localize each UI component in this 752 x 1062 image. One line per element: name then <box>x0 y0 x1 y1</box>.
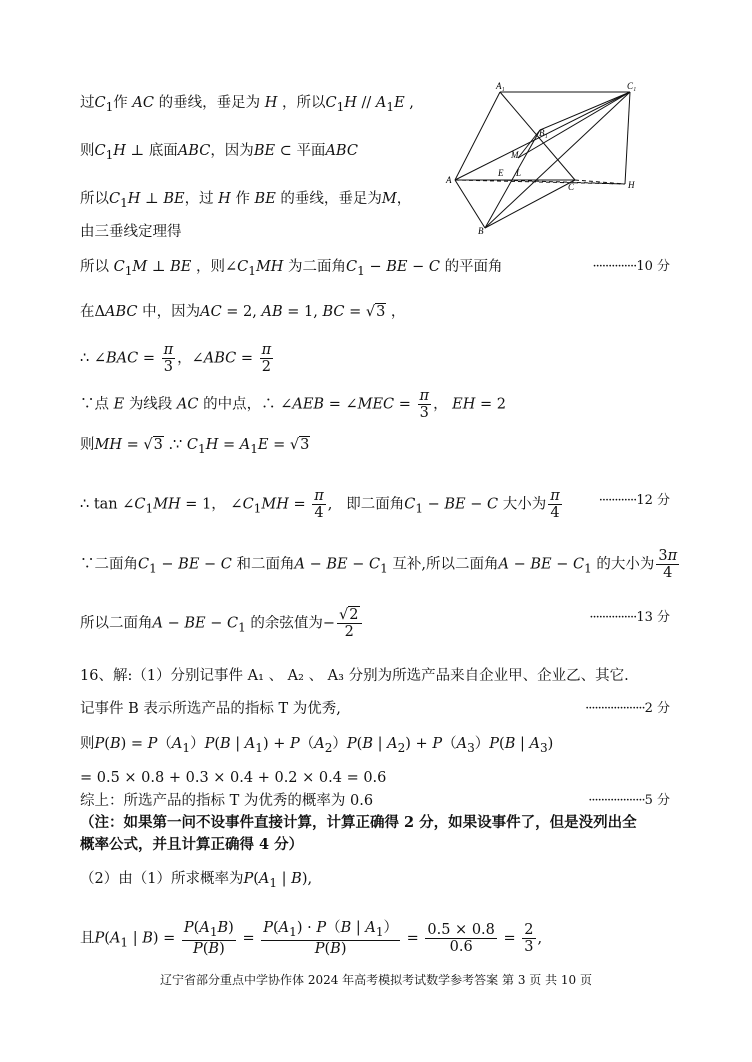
label-C1: C₁ <box>627 81 637 91</box>
note-line-2: 概率公式，并且计算正确得 4 分） <box>80 836 304 853</box>
label-A1: A₁ <box>496 81 505 91</box>
line-12: 所以二面角A − BE − $C_1$ 的余弦值为− $\frac{√2}{2}$ <box>80 607 364 640</box>
line-7: ∴ ∠BAC = $\frac{\pi}{3}$ ，∠ABC = $\frac{\pi}{2}$ <box>80 342 272 375</box>
line-16: = 0.5 × 0.8 + 0.3 × 0.4 + 0.2 × 0.4 = 0.6 <box>80 770 387 786</box>
score-2: ···················2 分 <box>585 701 670 716</box>
label-C: C <box>568 182 575 192</box>
label-H: H <box>628 180 635 190</box>
score-12: ············12 分 <box>598 493 670 508</box>
label-B: B <box>478 226 484 235</box>
line-17: 综上：所选产品的指标 T 为优秀的概率为 0.6 <box>80 793 374 809</box>
line-3: 所以$C_1H$ ⊥ BE，过 H 作 BE 的垂线，垂足为M， <box>80 191 412 210</box>
line-9: 则MH = √3 .∵ $C_1H = A_1E = √3$ <box>80 437 310 456</box>
line-14: 记事件 B 表示所选产品的指标 T 为优秀, <box>80 701 341 717</box>
label-A: A <box>446 175 452 185</box>
label-B1: B₁ <box>539 128 548 138</box>
page-footer: 辽宁省部分重点中学协作体 2024 年高考模拟考试数学参考答案 第 3 页 共 10 页 <box>160 973 592 987</box>
line-2: 则$C_1H$ ⊥ 底面ABC，因为BE ⊂ 平面ABC <box>80 143 358 162</box>
line-11: ∵二面角$C_1$ − BE − C 和二面角A − BE − $C_1$ 互补,所以二面角A − BE − $C_1$ 的大小为 $\frac{3\pi}{4}$ <box>80 548 678 581</box>
line-6: 在ΔABC 中，因为AC = 2, AB = 1, BC = √3 ， <box>80 304 406 320</box>
line-13: 16、解:（1）分别记事件 A₁ 、 A₂ 、 A₃ 分别为所选产品来自企业甲、企业乙、其它. <box>80 668 629 684</box>
note-line-1: （注：如果第一问不设事件直接计算，计算正确得 2 分，如果设事件了，但是没列出全 <box>80 814 637 831</box>
score-5: ··················5 分 <box>588 793 670 808</box>
label-M: M <box>511 150 519 160</box>
score-10: ··············10 分 <box>592 259 670 274</box>
line-4: 由三垂线定理得 <box>80 224 182 240</box>
geometry-figure <box>440 80 655 235</box>
line-18: （2）由（1）所求概率为$P(A_1$ | B), <box>80 871 313 890</box>
line-8: ∵点 E 为线段 AC 的中点，∴ ∠AEB = ∠MEC = $\frac{\pi}{3}$ ， EH = 2 <box>80 388 506 421</box>
label-L: L <box>516 168 522 178</box>
line-19: 且$P(A_1$ | B) = $\frac{P(A_1B)}{P(B)}$ = $\frac{P(A_1) \cdot P(B | A_1)}{P(B)}$ = $\frac{0.5 \times 0.8}{0.6}$ = $\frac{2}{3}$ , <box>80 920 543 957</box>
score-13: ···············13 分 <box>589 610 670 625</box>
label-E: E <box>498 168 504 178</box>
line-15: 则$P(B) = P(A_1)P(B$ | $A_1) + P(A_2)P(B$ | $A_2) + P(A_3)P(B$ | $A_3$) <box>80 736 554 755</box>
line-1: 过$C_1$作 AC 的垂线，垂足为 H ，所以$C_1H // A_1E$ , <box>80 95 414 114</box>
line-5: 所以 $C_1M$ ⊥ BE ，则$\angle C_1MH$ 为二面角$C_1$ − BE − C 的平面角 <box>80 259 503 278</box>
line-10: ∴ $\tan \angle C_1MH = 1$， $\angle C_1MH$ = $\frac{\pi}{4}$ , 即二面角$C_1$ − BE − C 大小为 $\frac{\pi}{4}$ <box>80 488 560 521</box>
